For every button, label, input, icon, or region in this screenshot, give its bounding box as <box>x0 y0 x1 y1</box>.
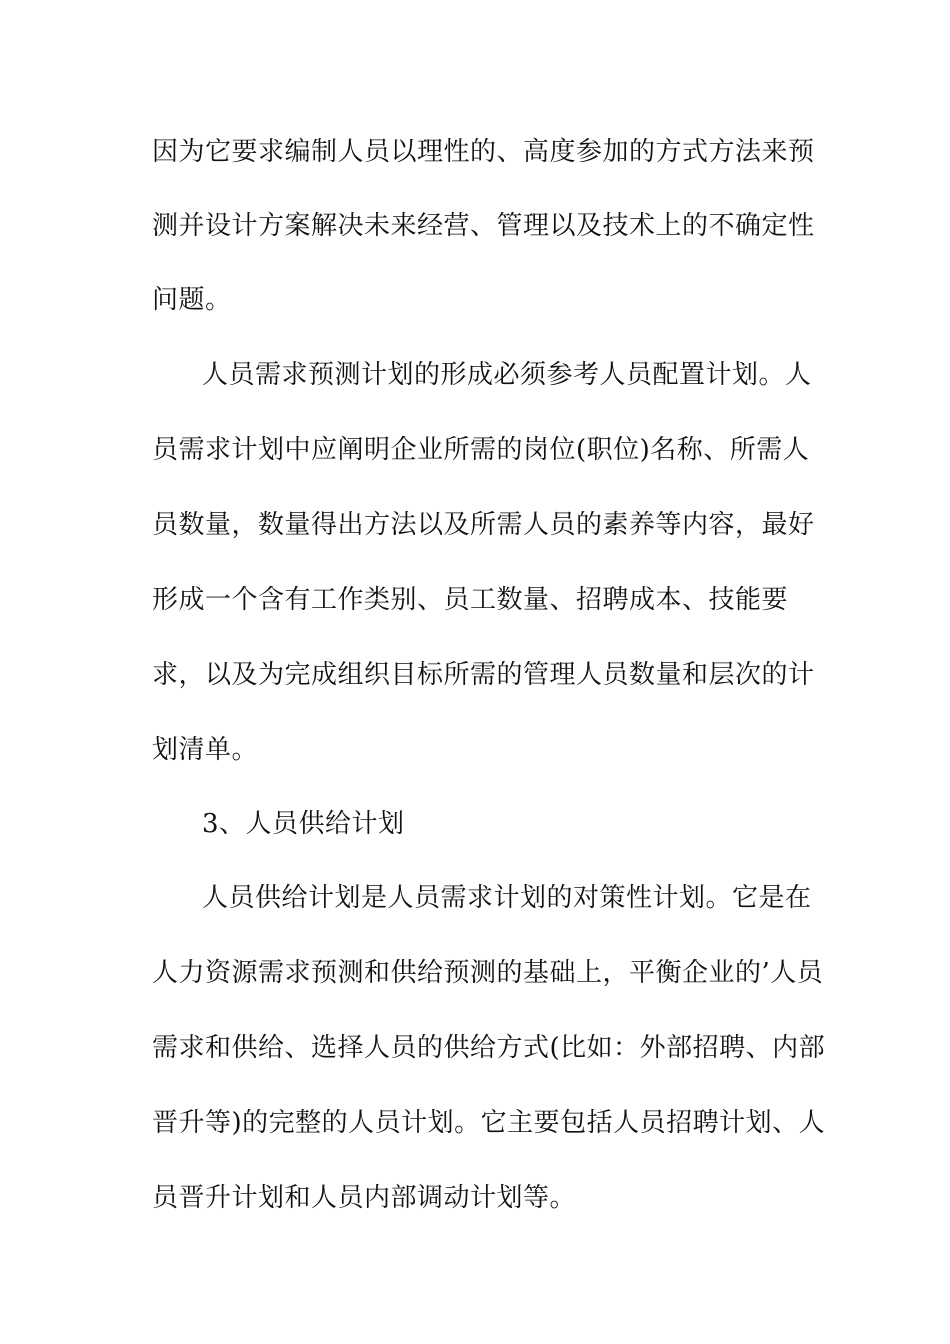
text-line: 晋升等)的完整的人员计划。它主要包括人员招聘计划、人 <box>152 1108 826 1138</box>
text-line: 因为它要求编制人员以理性的、高度参加的方式方法来预 <box>152 137 815 167</box>
text-line: 员晋升计划和人员内部调动计划等。 <box>152 1183 577 1213</box>
text-line: 人力资源需求预测和供给预测的基础上，平衡企业的’人员 <box>152 958 824 988</box>
text-line: 划清单。 <box>152 735 259 765</box>
paragraph-first-line: 人员需求预测计划的形成必须参考人员配置计划。人 <box>202 360 812 390</box>
text-line: 测并设计方案解决未来经营、管理以及技术上的不确定性 <box>152 211 815 241</box>
text-line: 员需求计划中应阐明企业所需的岗位(职位)名称、所需人 <box>152 435 810 465</box>
text-line: 形成一个含有工作类别、员工数量、招聘成本、技能要 <box>152 585 789 615</box>
text-line: 员数量，数量得出方法以及所需人员的素养等内容，最好 <box>152 510 815 540</box>
paragraph-first-line: 人员供给计划是人员需求计划的对策性计划。它是在 <box>202 883 812 913</box>
text-line: 需求和供给、选择人员的供给方式(比如：外部招聘、内部 <box>152 1033 826 1063</box>
text-line: 问题。 <box>152 285 232 315</box>
section-heading: 3、人员供给计划 <box>202 809 405 839</box>
text-line: 求，以及为完成组织目标所需的管理人员数量和层次的计 <box>152 660 815 690</box>
